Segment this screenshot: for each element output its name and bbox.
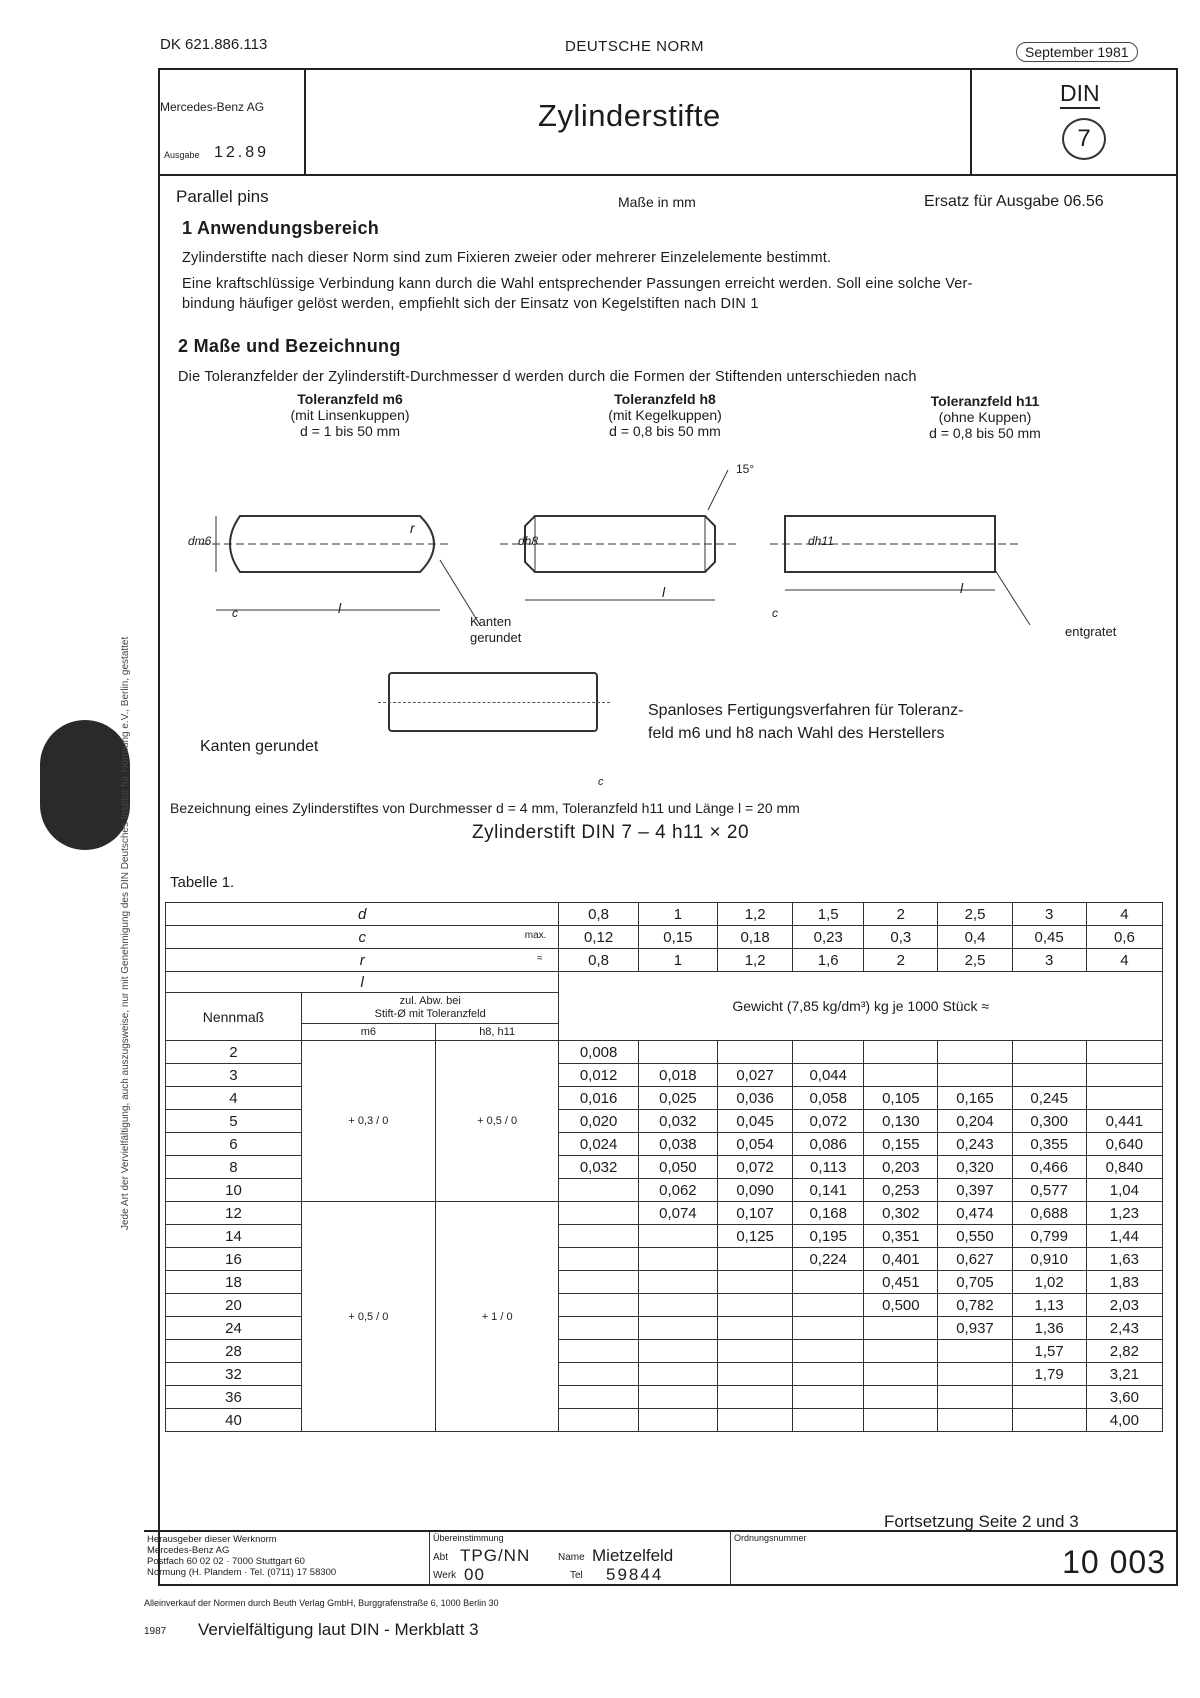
cell-gewicht: 1,57 (1012, 1340, 1086, 1363)
cell-gewicht: 0,550 (938, 1225, 1012, 1248)
cell-r: 4 (1086, 949, 1162, 972)
pin-spanlos-c-label: c (598, 776, 604, 788)
cell-gewicht (559, 1248, 638, 1271)
cell-nennmass: 5 (166, 1110, 302, 1133)
cell-c: 0,6 (1086, 926, 1162, 949)
margin-copyright-text: Jede Art der Vervielfältigung, auch auszugsweise, nur mit Genehmigung des DIN Deutsches Institut für Normung e.V., Berlin, gestattet (120, 636, 131, 1230)
cell-gewicht: 1,13 (1012, 1294, 1086, 1317)
cell-gewicht (864, 1363, 938, 1386)
kanten-gerundet-label: Kanten gerundet (200, 738, 319, 755)
din-label: DIN (1060, 80, 1100, 109)
section-2-heading: 2 Maße und Bezeichnung (178, 336, 401, 356)
cell-gewicht: 0,125 (718, 1225, 793, 1248)
footer-box: Herausgeber dieser Werknorm Mercedes-Benz AG Postfach 60 02 02 · 7000 Stuttgart 60 Normung (H. Plandem · Tel. (0711) 17 58300 Übereinstimmung Abt TPG/NN Name Mietzelfeld Werk 00 Tel 59844 Ordnungsnummer 10 003 (144, 1530, 1178, 1586)
cell-gewicht: 0,937 (938, 1317, 1012, 1340)
company-box (158, 68, 306, 174)
cell-gewicht: 0,451 (864, 1271, 938, 1294)
section-1-paragraph-2b: bindung häufiger gelöst werden, empfiehlt sich der Einsatz von Kegelstiften nach DIN 1 (182, 296, 759, 312)
form-h8-label: Toleranzfeld h8 (mit Kegelkuppen) d = 0,8 bis 50 mm (608, 391, 722, 439)
pin-h11-leader (995, 570, 1030, 625)
cell-nennmass: 16 (166, 1248, 302, 1271)
kanten-gerundet-callout: Kanten gerundet (470, 614, 522, 645)
company-name: Mercedes-Benz AG (160, 100, 265, 114)
cell-gewicht (638, 1317, 717, 1340)
pin-h8-angle-leader (708, 470, 728, 510)
pin-h11-l-label: l (960, 580, 964, 596)
l-label: l (166, 972, 559, 993)
cell-gewicht: 0,018 (638, 1064, 717, 1087)
cell-c: 0,23 (793, 926, 864, 949)
cell-gewicht (938, 1363, 1012, 1386)
row-r-label: r ≈ (166, 949, 559, 972)
cell-gewicht (793, 1386, 864, 1409)
ausgabe-value: 12.89 (214, 144, 270, 161)
cell-gewicht (938, 1386, 1012, 1409)
cell-d: 1,2 (718, 903, 793, 926)
cell-d: 1 (638, 903, 717, 926)
cell-gewicht (1012, 1409, 1086, 1432)
cell-gewicht: 0,045 (718, 1110, 793, 1133)
cell-gewicht (718, 1386, 793, 1409)
cell-gewicht: 0,203 (864, 1156, 938, 1179)
cell-gewicht: 0,351 (864, 1225, 938, 1248)
cell-gewicht: 0,441 (1086, 1110, 1162, 1133)
pin-h8-c-label: c (772, 606, 778, 620)
dk-number: DK 621.886.113 (160, 36, 268, 53)
designation-example: Zylinderstift DIN 7 – 4 h11 × 20 (472, 822, 750, 843)
table-row (166, 1041, 1163, 1064)
cell-nennmass: 6 (166, 1133, 302, 1156)
cell-gewicht: 3,21 (1086, 1363, 1162, 1386)
cell-gewicht: 0,204 (938, 1110, 1012, 1133)
cell-gewicht (638, 1294, 717, 1317)
cell-gewicht (718, 1363, 793, 1386)
cell-c: 0,4 (938, 926, 1012, 949)
cell-gewicht: 0,086 (793, 1133, 864, 1156)
cell-gewicht (1012, 1041, 1086, 1064)
header-box (158, 68, 1178, 176)
cell-gewicht: 0,705 (938, 1271, 1012, 1294)
cell-r: 2,5 (938, 949, 1012, 972)
cell-d: 3 (1012, 903, 1086, 926)
cell-gewicht (864, 1317, 938, 1340)
cell-nennmass: 32 (166, 1363, 302, 1386)
cell-gewicht (559, 1294, 638, 1317)
cell-gewicht: 0,302 (864, 1202, 938, 1225)
cell-d: 0,8 (559, 903, 638, 926)
cell-gewicht: 1,44 (1086, 1225, 1162, 1248)
cell-gewicht: 0,058 (793, 1087, 864, 1110)
row-c (166, 926, 1163, 949)
cell-tol-m6: + 0,3 / 0 (301, 1041, 435, 1202)
abw-m6-header: m6 (301, 1024, 435, 1041)
cell-gewicht (938, 1409, 1012, 1432)
cell-nennmass: 4 (166, 1087, 302, 1110)
ausgabe-label: Ausgabe (164, 150, 200, 160)
cell-gewicht: 0,024 (559, 1133, 638, 1156)
pin-m6-dim-label: dm6 (188, 534, 212, 548)
cell-gewicht: 0,195 (793, 1225, 864, 1248)
cell-nennmass: 18 (166, 1271, 302, 1294)
section-1-heading: 1 Anwendungsbereich (182, 218, 380, 238)
cell-gewicht (638, 1363, 717, 1386)
spanlos-text-2: feld m6 und h8 nach Wahl des Herstellers (648, 725, 945, 742)
cell-gewicht (1012, 1064, 1086, 1087)
gewicht-header: Gewicht (7,85 kg/dm³) kg je 1000 Stück ≈ (559, 972, 1163, 1041)
cell-nennmass: 28 (166, 1340, 302, 1363)
cell-gewicht: 0,799 (1012, 1225, 1086, 1248)
cell-gewicht (1086, 1064, 1162, 1087)
cell-tol-m6: + 0,5 / 0 (301, 1202, 435, 1432)
document-number: 10 003 (1062, 1544, 1166, 1580)
cell-gewicht (793, 1294, 864, 1317)
cell-gewicht (938, 1064, 1012, 1087)
cell-gewicht (793, 1409, 864, 1432)
cell-gewicht: 0,168 (793, 1202, 864, 1225)
cell-gewicht: 0,500 (864, 1294, 938, 1317)
footer-tel: 59844 (606, 1565, 664, 1584)
cell-gewicht: 0,130 (864, 1110, 938, 1133)
section-2-paragraph: Die Toleranzfelder der Zylinderstift-Durchmesser d werden durch die Formen der Stiftenden unterschieden nach (178, 369, 917, 385)
cell-gewicht: 0,474 (938, 1202, 1012, 1225)
row-l-header (166, 972, 1163, 993)
units-note: Maße in mm (618, 194, 696, 210)
cell-gewicht: 1,04 (1086, 1179, 1162, 1202)
table-1 (165, 902, 1163, 1432)
cell-gewicht (718, 1041, 793, 1064)
cell-tol-h8: + 0,5 / 0 (435, 1041, 559, 1202)
cell-gewicht: 0,840 (1086, 1156, 1162, 1179)
cell-gewicht (938, 1340, 1012, 1363)
entgratet-callout: entgratet (1065, 624, 1117, 639)
cell-gewicht: 0,025 (638, 1087, 717, 1110)
abw-header: zul. Abw. bei Stift-Ø mit Toleranzfeld (301, 993, 558, 1024)
cell-gewicht: 0,243 (938, 1133, 1012, 1156)
cell-gewicht: 0,141 (793, 1179, 864, 1202)
pin-h11-dim-label: dh11 (808, 534, 834, 548)
cell-gewicht (793, 1363, 864, 1386)
cell-gewicht: 0,627 (938, 1248, 1012, 1271)
section-1-paragraph-2a: Eine kraftschlüssige Verbindung kann durch die Wahl entsprechender Passungen erreicht werden. Soll eine solche Ver- (182, 276, 973, 292)
cell-gewicht (559, 1225, 638, 1248)
cell-nennmass: 10 (166, 1179, 302, 1202)
pin-spanlos-centerline (378, 702, 610, 703)
cell-gewicht: 0,113 (793, 1156, 864, 1179)
cell-gewicht: 1,63 (1086, 1248, 1162, 1271)
cell-gewicht: 0,401 (864, 1248, 938, 1271)
cell-gewicht (638, 1386, 717, 1409)
cell-gewicht: 0,640 (1086, 1133, 1162, 1156)
cell-gewicht (864, 1041, 938, 1064)
cell-gewicht (1086, 1041, 1162, 1064)
cell-gewicht (793, 1317, 864, 1340)
cell-gewicht (559, 1340, 638, 1363)
cell-c: 0,45 (1012, 926, 1086, 949)
footer-year: 1987 (144, 1626, 167, 1637)
cell-d: 2 (864, 903, 938, 926)
cell-gewicht: 4,00 (1086, 1409, 1162, 1432)
cell-gewicht: 2,82 (1086, 1340, 1162, 1363)
cell-r: 3 (1012, 949, 1086, 972)
cell-gewicht (938, 1041, 1012, 1064)
cell-gewicht (559, 1363, 638, 1386)
vervielfaeltigung-note: Vervielfältigung laut DIN - Merkblatt 3 (198, 1620, 479, 1639)
cell-gewicht (638, 1340, 717, 1363)
pin-drawings (180, 460, 1160, 660)
cell-gewicht: 0,688 (1012, 1202, 1086, 1225)
cell-gewicht: 0,397 (938, 1179, 1012, 1202)
cell-gewicht: 0,245 (1012, 1087, 1086, 1110)
cell-gewicht (718, 1294, 793, 1317)
din-number: 7 (1062, 118, 1106, 160)
cell-gewicht (864, 1409, 938, 1432)
cell-c: 0,12 (559, 926, 638, 949)
cell-gewicht: 1,79 (1012, 1363, 1086, 1386)
cell-gewicht: 0,074 (638, 1202, 717, 1225)
cell-gewicht (638, 1271, 717, 1294)
cell-d: 2,5 (938, 903, 1012, 926)
cell-nennmass: 24 (166, 1317, 302, 1340)
fortsetzung-note: Fortsetzung Seite 2 und 3 (884, 1512, 1079, 1531)
row-d-label: d (166, 903, 559, 926)
cell-gewicht (638, 1409, 717, 1432)
pin-m6-r-label: r (410, 520, 415, 536)
row-r (166, 949, 1163, 972)
cell-gewicht: 0,050 (638, 1156, 717, 1179)
cell-r: 1,2 (718, 949, 793, 972)
cell-gewicht: 0,072 (793, 1110, 864, 1133)
form-h11-label: Toleranzfeld h11 (ohne Kuppen) d = 0,8 bis 50 mm (929, 393, 1041, 441)
cell-gewicht (864, 1386, 938, 1409)
row-c-label: c max. (166, 926, 559, 949)
table-row (166, 1202, 1163, 1225)
cell-gewicht: 0,910 (1012, 1248, 1086, 1271)
footer-abt: TPG/NN (460, 1546, 531, 1565)
cell-c: 0,18 (718, 926, 793, 949)
cell-gewicht (718, 1248, 793, 1271)
cell-nennmass: 36 (166, 1386, 302, 1409)
pin-m6-l-label: l (338, 600, 342, 616)
cell-gewicht: 0,155 (864, 1133, 938, 1156)
responsible-box: Übereinstimmung Abt TPG/NN Name Mietzelfeld Werk 00 Tel 59844 (430, 1532, 731, 1586)
cell-gewicht: 0,355 (1012, 1133, 1086, 1156)
cell-gewicht: 0,016 (559, 1087, 638, 1110)
cell-gewicht: 0,027 (718, 1064, 793, 1087)
pin-h8-dim-label: dh8 (518, 534, 539, 548)
table-caption: Tabelle 1. (170, 874, 235, 891)
cell-gewicht: 0,020 (559, 1110, 638, 1133)
cell-gewicht: 0,107 (718, 1202, 793, 1225)
cell-gewicht: 0,032 (559, 1156, 638, 1179)
cell-gewicht (559, 1271, 638, 1294)
cell-nennmass: 3 (166, 1064, 302, 1087)
cell-gewicht (718, 1340, 793, 1363)
cell-gewicht: 3,60 (1086, 1386, 1162, 1409)
cell-gewicht (638, 1225, 717, 1248)
cell-gewicht: 0,320 (938, 1156, 1012, 1179)
page-title: Zylinderstifte (538, 98, 721, 133)
cell-d: 1,5 (793, 903, 864, 926)
cell-gewicht: 0,072 (718, 1156, 793, 1179)
cell-r: 2 (864, 949, 938, 972)
cell-nennmass: 2 (166, 1041, 302, 1064)
cell-gewicht (718, 1271, 793, 1294)
cell-gewicht: 0,032 (638, 1110, 717, 1133)
cell-gewicht: 1,36 (1012, 1317, 1086, 1340)
cell-gewicht: 0,577 (1012, 1179, 1086, 1202)
abw-h8-header: h8, h11 (435, 1024, 559, 1041)
ersatz-note: Ersatz für Ausgabe 06.56 (924, 193, 1104, 210)
cell-gewicht (1086, 1087, 1162, 1110)
footer-werk: 00 (464, 1565, 485, 1584)
cell-gewicht: 0,008 (559, 1041, 638, 1064)
cell-gewicht (793, 1041, 864, 1064)
cell-nennmass: 12 (166, 1202, 302, 1225)
cell-gewicht: 0,253 (864, 1179, 938, 1202)
alleinverkauf-note: Alleinverkauf der Normen durch Beuth Verlag GmbH, Burggrafenstraße 6, 1000 Berlin 30 (144, 1598, 499, 1608)
cell-gewicht: 2,03 (1086, 1294, 1162, 1317)
cell-gewicht: 0,054 (718, 1133, 793, 1156)
din-box (970, 68, 1178, 174)
cell-d: 4 (1086, 903, 1162, 926)
pin-h8-angle-label: 15° (736, 462, 755, 476)
cell-gewicht: 0,044 (793, 1064, 864, 1087)
pin-m6-c-label: c (232, 606, 238, 620)
cell-nennmass: 8 (166, 1156, 302, 1179)
cell-gewicht (718, 1409, 793, 1432)
form-m6-label: Toleranzfeld m6 (mit Linsenkuppen) d = 1 bis 50 mm (290, 391, 410, 439)
cell-gewicht (793, 1340, 864, 1363)
norm-date: September 1981 (1016, 42, 1138, 62)
cell-gewicht: 0,224 (793, 1248, 864, 1271)
cell-gewicht: 0,038 (638, 1133, 717, 1156)
english-title: Parallel pins (176, 187, 269, 206)
nennmass-header: Nennmaß (166, 993, 302, 1041)
cell-c: 0,15 (638, 926, 717, 949)
cell-gewicht: 2,43 (1086, 1317, 1162, 1340)
cell-gewicht (864, 1064, 938, 1087)
cell-gewicht (559, 1409, 638, 1432)
scan-smudge (40, 720, 130, 850)
cell-gewicht (559, 1386, 638, 1409)
cell-tol-h8: + 1 / 0 (435, 1202, 559, 1432)
cell-gewicht: 0,782 (938, 1294, 1012, 1317)
section-1-paragraph-1: Zylinderstifte nach dieser Norm sind zum Fixieren zweier oder mehrerer Einzelelemente bestimmt. (182, 250, 832, 266)
cell-gewicht (559, 1317, 638, 1340)
cell-gewicht (718, 1317, 793, 1340)
cell-gewicht: 0,090 (718, 1179, 793, 1202)
cell-gewicht: 0,036 (718, 1087, 793, 1110)
cell-gewicht: 0,105 (864, 1087, 938, 1110)
cell-gewicht (638, 1248, 717, 1271)
cell-nennmass: 14 (166, 1225, 302, 1248)
cell-gewicht: 1,02 (1012, 1271, 1086, 1294)
pin-h8-l-label: l (662, 584, 666, 600)
deutsche-norm: DEUTSCHE NORM (565, 38, 705, 55)
designation-text: Bezeichnung eines Zylinderstiftes von Durchmesser d = 4 mm, Toleranzfeld h11 und Länge l = 20 mm (170, 800, 800, 816)
cell-gewicht: 1,83 (1086, 1271, 1162, 1294)
cell-gewicht: 1,23 (1086, 1202, 1162, 1225)
spanlos-text-1: Spanloses Fertigungsverfahren für Toleranz- (648, 702, 964, 719)
cell-nennmass: 20 (166, 1294, 302, 1317)
cell-gewicht: 0,012 (559, 1064, 638, 1087)
cell-gewicht: 0,300 (1012, 1110, 1086, 1133)
publisher-box: Herausgeber dieser Werknorm Mercedes-Benz AG Postfach 60 02 02 · 7000 Stuttgart 60 Normung (H. Plandem · Tel. (0711) 17 58300 (144, 1532, 430, 1586)
cell-nennmass: 40 (166, 1409, 302, 1432)
cell-gewicht: 0,062 (638, 1179, 717, 1202)
cell-gewicht (638, 1041, 717, 1064)
cell-gewicht (793, 1271, 864, 1294)
cell-gewicht (559, 1202, 638, 1225)
cell-r: 1 (638, 949, 717, 972)
table-1-body (166, 1041, 1163, 1432)
footer-name: Mietzelfeld (592, 1546, 674, 1565)
cell-r: 0,8 (559, 949, 638, 972)
cell-gewicht (1012, 1386, 1086, 1409)
cell-gewicht (559, 1179, 638, 1202)
cell-gewicht: 0,466 (1012, 1156, 1086, 1179)
row-d (166, 903, 1163, 926)
cell-r: 1,6 (793, 949, 864, 972)
cell-gewicht (864, 1340, 938, 1363)
cell-c: 0,3 (864, 926, 938, 949)
cell-gewicht: 0,165 (938, 1087, 1012, 1110)
